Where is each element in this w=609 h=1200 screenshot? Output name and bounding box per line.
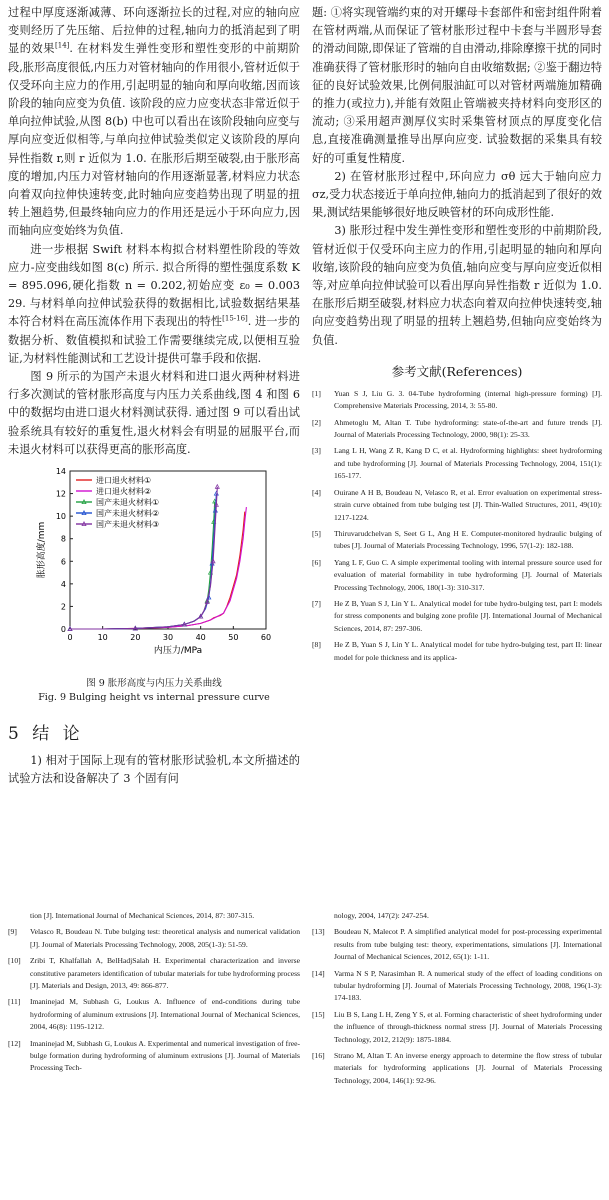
reference-text: He Z B, Yuan S J, Lin Y L. Analytical model for tube hydro-bulging test, part II: linear model for pole thickness and its applica- <box>334 640 602 662</box>
x-tick-label: 0 <box>67 633 73 643</box>
reference-text: Boudeau N, Malecot P. A simplified analytical model for post-processing experimental results from tube bulging test: theory, experimentations, simulations [J]. International Journal of Mechanical Sciences, 2012, 65(1): 1-11. <box>334 927 602 962</box>
bottom-left-references <box>8 910 300 1079</box>
reference-text: Yang L F, Guo C. A simple experimental tooling with internal pressure source used for evaluation of material formability in tube hydroforming [J]. Journal of Materials Processing Technology, 2006, 180(1-3): 310-317. <box>334 557 602 592</box>
bulging-height-chart <box>8 463 300 673</box>
reference-number: [8] <box>312 640 321 650</box>
right-paragraph-1: 题: ①将实现管端约束的对开螺母卡套部件和密封组件附着在管材两端,从而保证了管材胀形过程中卡套与半圆形导套的滑动间隙,即保证了管端的自由滑动,排除摩擦干扰的同时准确获得了管材胀形时的轴向自由收缩数据; ②鉴于翻边特征的良好试验效果,比例伺服油缸可以对管材两端施加精确的推力(或拉力),并能有效阻止管端被夹持材料向变形区的流动; ③采用超声测厚仪实时采集管材顶点的厚度变化信息,直接准确测量推导出厚向应变. 试验数据的采集具有较好的可重复性精度. <box>312 6 602 165</box>
right-paragraph-2: 2) 在管材胀形过程中,环向应力 σθ 远大于轴向应力 σz,受力状态接近于单向拉伸,轴向力的抵消起到了很好的效果,测试结果能够很好地反映管材的环向成形性能. <box>312 169 602 220</box>
left-paragraph-3: 图 9 所示的为国产未退火材料和进口退火两种材料进行多次测试的管材胀形高度与内压力关系曲线,图 4 和图 6 中的数据均由进口退火材料测试获得. 通过图 9 可以看出试验系统具有较好的重复性,退火材料会有明显的屈服平台,而未退火材料可以获得更高的胀形高度. <box>8 370 300 456</box>
right-column <box>312 4 602 668</box>
left-paragraph-2: 进一步根据 Swift 材料本构拟合材料塑性阶段的等效应力-应变曲线如图 8(c) 所示. 拟合所得的塑性强度系数 K = 895.096,硬化指数 n = 0.202,初始应变 ε₀ = 0.003 29. 与材料单向拉伸试验获得的数据相比,试验数据结果基本符合材料在高压流体作用下表现出的特性[15-16]. 进一步的数据分析、数值模拟和试验工作需要继续完成,以便相互验证,为材料性能测试和工艺设计提供可靠手段和依据. <box>8 242 300 365</box>
reference-text: Imaninejad M, Subhash G, Loukus A. Experimental and numerical investigation of free-bulge formation during hydroforming of aluminum extrusions [J]. Journal of Materials Processing Tech- <box>30 1038 300 1073</box>
reference-text: Velasco R, Boudeau N. Tube bulging test: theoretical analysis and numerical validation [J]. Journal of Materials Processing Technology, 2008, 205(1-3): 51-59. <box>30 927 300 949</box>
y-tick-label: 0 <box>60 625 66 635</box>
y-tick-label: 6 <box>60 557 66 567</box>
reference-text: Lang L H, Wang Z R, Kang D C, et al. Hydroforming highlights: sheet hydroforming and tube hydroforming [J]. Journal of Materials Processing Technology, 2004, 151(1): 165-177. <box>334 446 602 481</box>
reference-item <box>312 445 602 482</box>
citation: [15-16] <box>222 314 248 323</box>
reference-number: [10] <box>8 956 21 966</box>
figure-caption-cn: 图 9 胀形高度与内压力关系曲线 <box>86 678 222 690</box>
x-tick-label: 50 <box>228 633 239 643</box>
reference-item <box>8 955 300 992</box>
reference-number: [14] <box>312 968 325 978</box>
reference-text: Thiruvarudchelvan S, Seet G L, Ang H E. Computer-monitored hydraulic bulging of tubes [J]. Journal of Materials Processing Technology, 1996, 57(1-2): 182-188. <box>334 528 602 551</box>
reference-number: [7] <box>312 598 321 608</box>
y-tick-label: 2 <box>60 602 66 612</box>
legend-label: 国产未退火材料② <box>96 509 160 519</box>
y-tick-label: 4 <box>60 579 66 589</box>
reference-list <box>312 926 602 1087</box>
reference-item <box>312 1050 602 1087</box>
reference-text: Ahmetoglu M, Altan T. Tube hydroforming: state-of-the-art and future trends [J]. Journal of Materials Processing Technology, 2000, 98(1): 25-33. <box>334 417 602 440</box>
reference-number: [9] <box>8 927 17 937</box>
legend-label: 进口退火材料② <box>96 487 152 497</box>
reference-number: [6] <box>312 557 321 567</box>
reference-continuation: nology, 2004, 147(2): 247-254. <box>334 911 429 920</box>
reference-text: He Z B, Yuan S J, Lin Y L. Analytical model for tube hydro-bulging test, part I: models for stress components and bulging zone profile [J]. International Journal of Mechanical Sciences, 2014, 87: 297-306. <box>334 598 602 633</box>
reference-list <box>8 926 300 1074</box>
reference-number: [2] <box>312 417 321 427</box>
figure-9 <box>8 463 300 677</box>
reference-number: [15] <box>312 1009 325 1019</box>
reference-item <box>312 528 602 553</box>
figure-caption-en: Fig. 9 Bulging height vs internal pressure curve <box>38 692 270 704</box>
reference-item <box>8 926 300 951</box>
y-tick-label: 12 <box>55 489 66 499</box>
reference-list <box>312 388 602 664</box>
reference-text: Liu B S, Lang L H, Zeng Y S, et al. Forming characteristic of sheet hydroforming under the influence of through-thickness normal stress [J]. Journal of Materials Processing Technology, 2012, 212(9): 1875-1884. <box>334 1009 602 1044</box>
reference-number: [1] <box>312 388 321 398</box>
reference-text: Zribi T, Khalfallah A, BelHadjSalah H. Experimental characterization and inverse constitutive parameters identification of tubular materials for tube hydroforming process [J]. Materials and Design, 2013, 49: 866-877. <box>30 956 300 991</box>
reference-item <box>8 996 300 1033</box>
x-tick-label: 20 <box>130 633 141 643</box>
y-tick-label: 8 <box>60 534 66 544</box>
bottom-right-references <box>312 910 602 1091</box>
legend-label: 进口退火材料① <box>96 476 152 486</box>
reference-continuation: tion [J]. International Journal of Mechanical Sciences, 2014, 87: 307-315. <box>30 911 255 920</box>
reference-item <box>312 487 602 524</box>
reference-text: Ouirane A H B, Boudeau N, Velasco R, et al. Error evaluation on experimental stress-strain curve obtained from tube bulging test [J]. Thin-Walled Structures, 2011, 49(10): 1217-1224. <box>334 487 602 522</box>
reference-item <box>312 968 602 1005</box>
section-title: 5 结 论 <box>8 724 84 745</box>
reference-text: Yuan S J, Liu G. 3. 04-Tube hydroforming (internal high-pressure forming) [J]. Comprehensive Materials Processing, 2014, 3: 55-80. <box>334 388 602 411</box>
reference-number: [5] <box>312 528 321 538</box>
reference-number: [3] <box>312 446 321 456</box>
legend-label: 国产未退火材料③ <box>96 520 160 530</box>
reference-number: [12] <box>8 1038 21 1048</box>
x-tick-label: 30 <box>162 633 174 643</box>
reference-item <box>312 557 602 594</box>
reference-number: [11] <box>8 997 21 1007</box>
reference-text: Imaninejad M, Subhash G, Loukus A. Influence of end-conditions during tube hydroforming of aluminum extrusions [J]. International Journal of Mechanical Sciences, 2004, 46(8): 1195-1212. <box>30 997 300 1032</box>
left-paragraph-4: 1) 相对于国际上现有的管材胀形试验机,本文所描述的试验方法和设备解决了 3 个固有问 <box>8 754 300 786</box>
x-tick-label: 40 <box>195 633 206 643</box>
x-tick-label: 10 <box>97 633 108 643</box>
y-axis-label: 胀形高度/mm <box>37 521 47 579</box>
legend-label: 国产未退火材料① <box>96 498 160 508</box>
x-tick-label: 60 <box>260 633 272 643</box>
x-axis-label: 内压力/MPa <box>153 646 203 657</box>
y-tick-label: 14 <box>55 467 66 477</box>
reference-text: Varma N S P, Narasimhan R. A numerical study of the effect of loading conditions on tubular hydroforming [J]. Journal of Materials Processing Technology, 2008, 196(1-3): 174-183. <box>334 968 602 1003</box>
references-title: 参考文献(References) <box>391 363 523 379</box>
y-tick-label: 10 <box>55 512 66 522</box>
citation: [14] <box>55 41 70 50</box>
left-column <box>8 4 300 788</box>
reference-item <box>8 1038 300 1075</box>
reference-item <box>312 388 602 413</box>
left-paragraph-1: 过程中厚度逐渐减薄、环向逐渐拉长的过程,对应的轴向应变则经历了先压缩、后拉伸的过程,轴向力的抵消起到了明显的效果[14]. 在材料发生弹性变形和塑性变形的中前期阶段,胀形高度很低,内压力对管材轴向的作用很小,管材近似于仅受环向主应力的作用,引起明显的轴向和厚向收缩,因而该阶段的轴向应变为负值. 该阶段的应力应变状态非常近似于单向拉伸试验,从图 8(b) 中也可以看出在该阶段轴向应变与厚向应变近似相等,与单向拉伸试验类似定义该阶段的厚向异性指数 r,则 r 近似为 1.0. 在胀形后期至破裂,由于胀形高度的增加,内压力对管材轴向的作用逐渐显著,材料应力状态向着双向拉伸快速转变,此时轴向应变趋势出现了明显的扭转上翘趋势,但最终轴向应力的作用还是远小于环向应力,因而轴向应变始终为负值. <box>8 6 300 238</box>
reference-item <box>312 1009 602 1046</box>
reference-number: [13] <box>312 927 325 937</box>
reference-item <box>312 926 602 963</box>
reference-item <box>312 598 602 635</box>
right-paragraph-3: 3) 胀形过程中发生弹性变形和塑性变形的中前期阶段,管材近似于仅受环向主应力的作用,引起明显的轴向和厚向收缩,该阶段的轴向应变为负值,轴向应变与厚向应变近似相等,对应单向拉伸试验可以看出厚向异性指数 r 近似为 1.0. 在胀形后期至破裂,材料应力状态向着双向拉伸快速转变,轴向应变趋势出现了明显的扭转上翘趋势,但轴向应变始终为负值. <box>312 224 602 347</box>
reference-number: [4] <box>312 487 321 497</box>
reference-text: Strano M, Altan T. An inverse energy approach to determine the flow stress of tubular materials for hydroforming applications [J]. Journal of Materials Processing Technology, 2004, 146(1): 92-96. <box>334 1051 602 1085</box>
reference-item <box>312 417 602 442</box>
reference-number: [16] <box>312 1051 325 1061</box>
reference-item <box>312 639 602 664</box>
